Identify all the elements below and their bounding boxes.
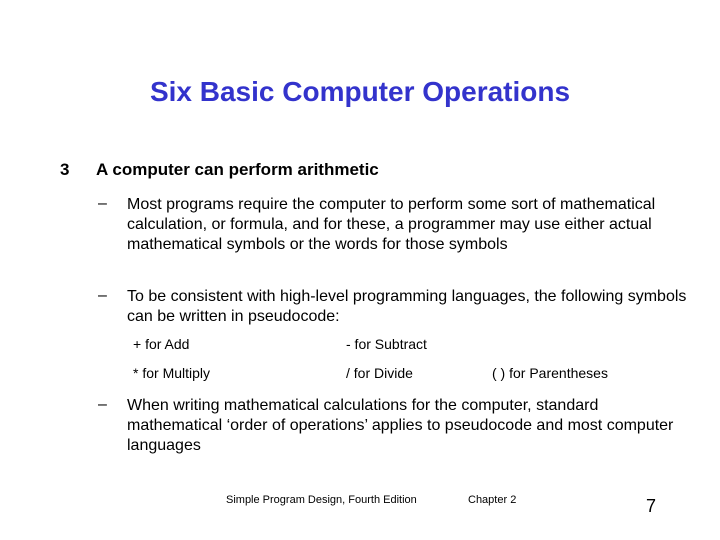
sub-bullet-text: When writing mathematical calculations for the computer, standard mathematical ‘order of operations’ applies to pseudocode and most computer languages bbox=[127, 397, 674, 454]
symbol-subtract: - for Subtract bbox=[346, 336, 427, 352]
dash-marker: – bbox=[98, 195, 107, 212]
symbol-multiply: * for Multiply bbox=[133, 365, 211, 381]
sub-bullet-text: To be consistent with high-level programming languages, the following symbols can be written in pseudocode: bbox=[127, 288, 687, 325]
dash-marker: – bbox=[98, 287, 107, 304]
slide-title: Six Basic Computer Operations bbox=[149, 76, 571, 107]
sub-bullet-text: Most programs require the computer to perform some sort of mathematical calculation, or formula, and for these, a programmer may use either actual mathematical symbols or the words for those symbols bbox=[127, 196, 656, 253]
footer-book-title: Simple Program Design, Fourth Edition bbox=[226, 494, 417, 506]
footer-chapter: Chapter 2 bbox=[468, 494, 517, 506]
bullet-marker: 3 bbox=[60, 160, 70, 179]
dash-marker: – bbox=[98, 396, 107, 413]
symbol-divide: / for Divide bbox=[346, 365, 413, 381]
symbol-add: + for Add bbox=[133, 336, 190, 352]
page-number: 7 bbox=[646, 496, 657, 516]
main-bullet-text: A computer can perform arithmetic bbox=[96, 160, 379, 179]
symbol-parentheses: ( ) for Parentheses bbox=[492, 365, 608, 381]
